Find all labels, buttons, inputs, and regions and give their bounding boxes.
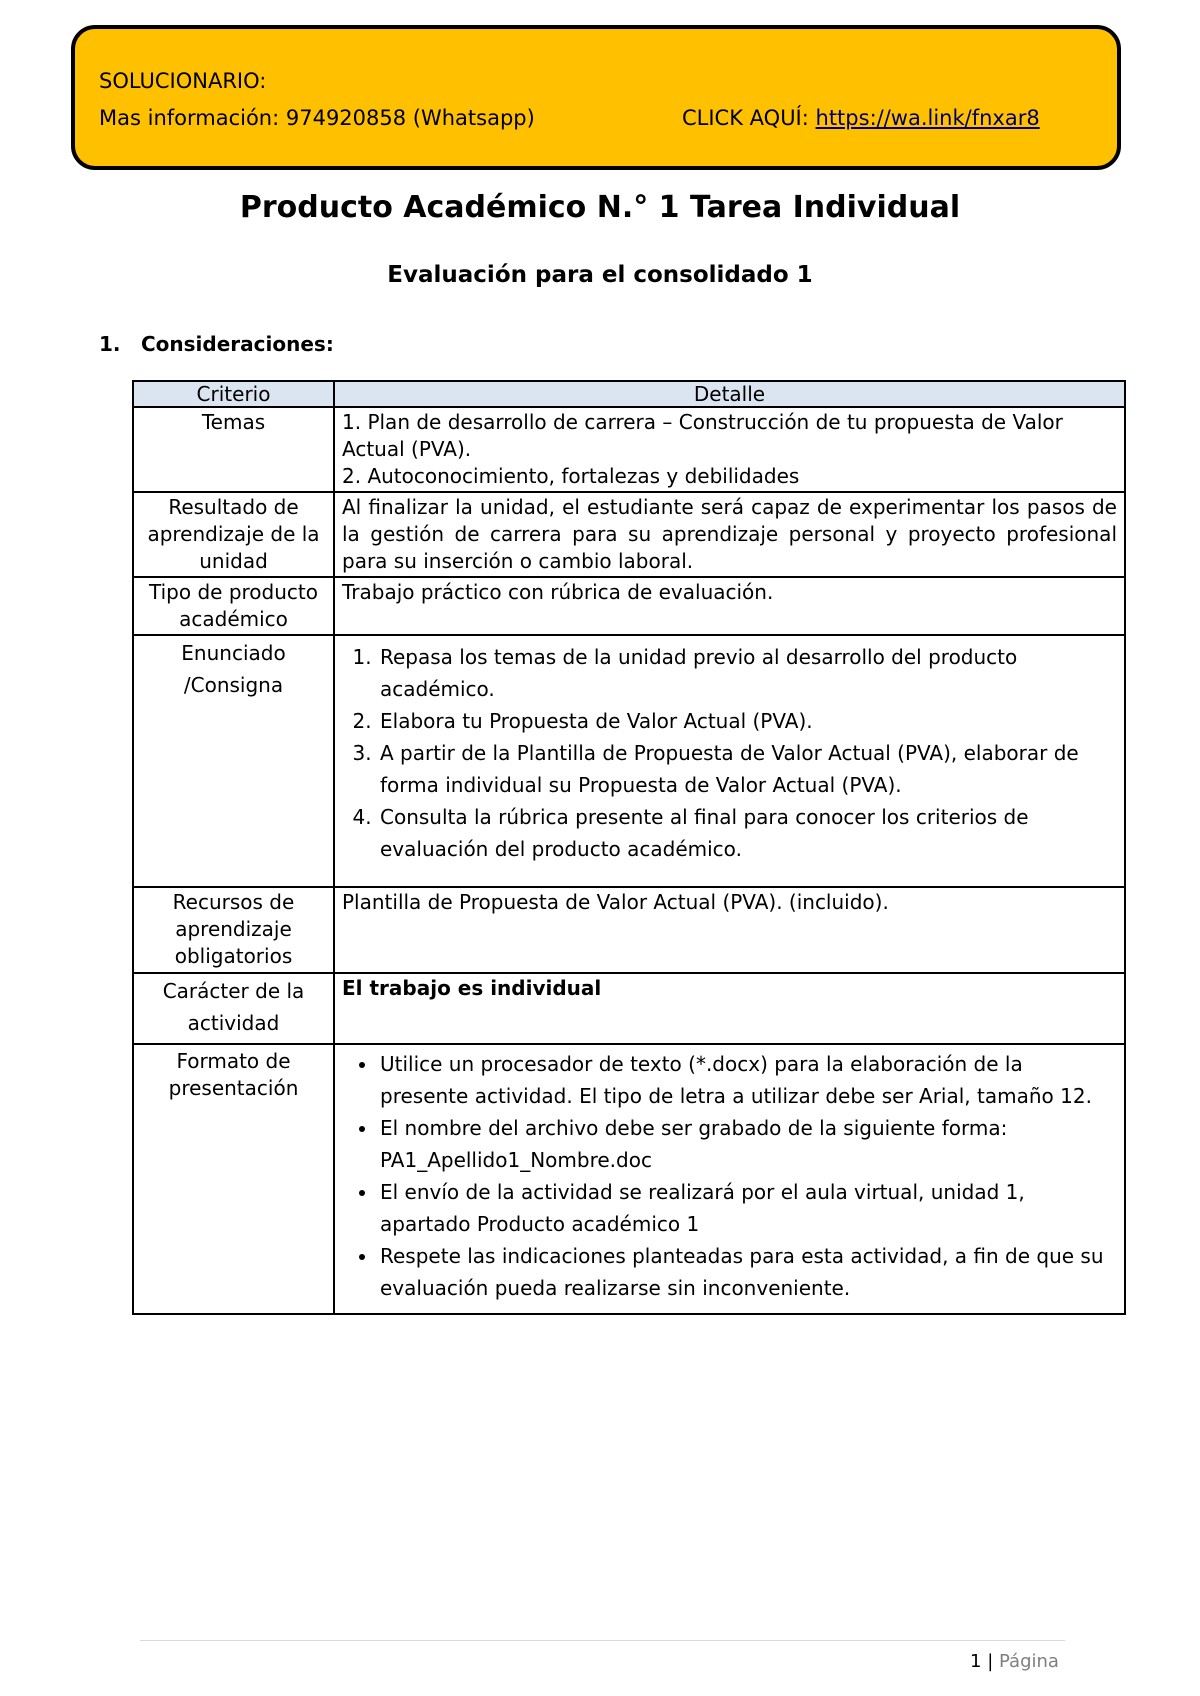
formato-list (342, 1048, 1117, 1304)
banner-more-info: Mas información: 974920858 (Whatsapp) (99, 106, 535, 130)
temas-line-1: 1. Plan de desarrollo de carrera – Construcción de tu propuesta de Valor Actual (PVA). (342, 410, 1063, 461)
page-word: Página (999, 1651, 1059, 1672)
list-item: • Respete las indicaciones planteadas para esta actividad, a fin de que su evaluación pueda realizarse sin inconveniente. (378, 1240, 1117, 1304)
detalle-cell: El trabajo es individual (334, 973, 1125, 1044)
banner-click-label: CLICK AQUÍ: (682, 106, 816, 130)
criterio-cell: Enunciado /Consigna (133, 635, 334, 887)
banner-click-area (682, 106, 1040, 130)
detalle-cell (334, 1044, 1125, 1314)
criterio-cell: Formato de presentación (133, 1044, 334, 1314)
table-row-temas (133, 407, 1125, 492)
document-subtitle: Evaluación para el consolidado 1 (387, 262, 813, 288)
list-item: • Utilice un procesador de texto (*.docx) para la elaboración de la presente actividad. El tipo de letra a utilizar debe ser Arial, tamaño 12. (378, 1048, 1117, 1112)
criterio-cell: Carácter de la actividad (133, 973, 334, 1044)
header-criterio: Criterio (133, 381, 334, 407)
criterio-cell: Tipo de producto académico (133, 577, 334, 635)
page-footer (970, 1651, 1059, 1672)
table-row-caracter (133, 973, 1125, 1044)
temas-line-2: 2. Autoconocimiento, fortalezas y debilidades (342, 464, 800, 488)
detalle-cell (334, 635, 1125, 887)
list-item: • El nombre del archivo debe ser grabado de la siguiente forma: PA1_Apellido1_Nombre.doc (378, 1112, 1117, 1176)
table-row-tipo (133, 577, 1125, 635)
section-number: 1. (99, 332, 121, 356)
detalle-cell: Trabajo práctico con rúbrica de evaluación. (334, 577, 1125, 635)
page-number: 1 (970, 1651, 982, 1672)
detalle-cell: Al finalizar la unidad, el estudiante será capaz de experimentar los pasos de la gestión de carrera para su aprendizaje personal y proyecto profesional para su inserción o cambio laboral. (334, 492, 1125, 577)
footer-divider (140, 1640, 1065, 1641)
criterio-cell: Resultado de aprendizaje de la unidad (133, 492, 334, 577)
list-item: 3. A partir de la Plantilla de Propuesta de Valor Actual (PVA), elaborar de forma individual su Propuesta de Valor Actual (PVA). (378, 737, 1117, 801)
header-detalle: Detalle (334, 381, 1125, 407)
criterio-cell: Recursos de aprendizaje obligatorios (133, 887, 334, 973)
list-item: 1. Repasa los temas de la unidad previo al desarrollo del producto académico. (378, 641, 1117, 705)
page-separator: | (987, 1651, 994, 1672)
criterio-cell: Temas (133, 407, 334, 492)
banner-title: SOLUCIONARIO: (99, 69, 267, 93)
list-item: 4. Consulta la rúbrica presente al final para conocer los criterios de evaluación del producto académico. (378, 801, 1117, 865)
section-label: Consideraciones: (141, 332, 334, 356)
list-item: 2. Elabora tu Propuesta de Valor Actual (PVA). (378, 705, 1117, 737)
detalle-cell (334, 407, 1125, 492)
table-row-formato (133, 1044, 1125, 1314)
table-row-enunciado (133, 635, 1125, 887)
list-item: • El envío de la actividad se realizará por el aula virtual, unidad 1, apartado Producto académico 1 (378, 1176, 1117, 1240)
document-title: Producto Académico N.° 1 Tarea Individual (239, 190, 961, 225)
section-heading (99, 332, 334, 356)
enunciado-list (342, 641, 1117, 865)
detalle-cell: Plantilla de Propuesta de Valor Actual (PVA). (incluido). (334, 887, 1125, 973)
considerations-table (132, 380, 1126, 1315)
banner-whatsapp-link[interactable]: https://wa.link/fnxar8 (815, 106, 1040, 130)
table-header-row (133, 381, 1125, 407)
solution-banner (71, 25, 1121, 170)
table-row-resultado (133, 492, 1125, 577)
table-row-recursos (133, 887, 1125, 973)
